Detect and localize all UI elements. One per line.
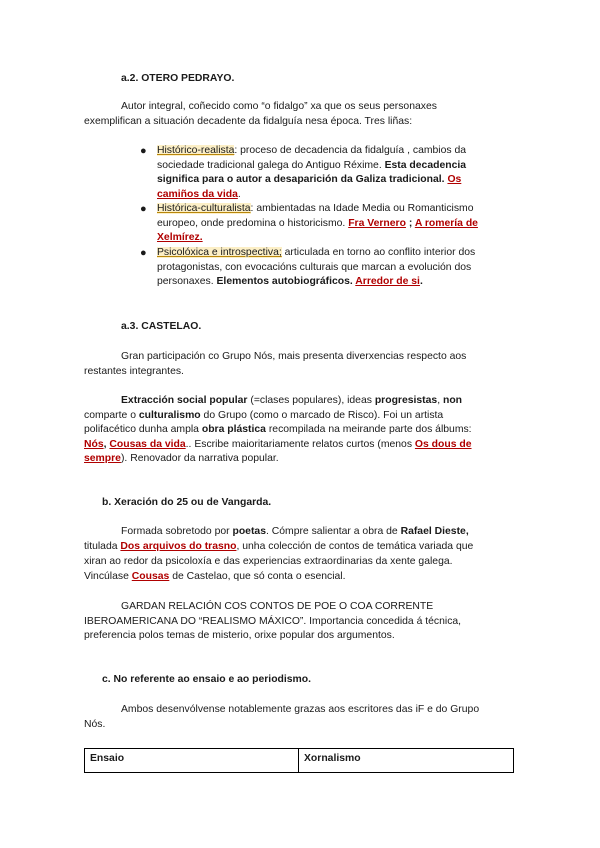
- section-heading-xeracion-25: b. Xeración do 25 ou de Vangarda.: [102, 497, 272, 508]
- bold-text: Rafael Dieste,: [400, 526, 469, 537]
- text: ). Renovador da narrativa popular.: [120, 453, 279, 464]
- list-item-line: [157, 144, 466, 159]
- book-title-link[interactable]: sempre: [84, 453, 121, 464]
- list-item-line: [157, 173, 461, 188]
- text: Formada sobretodo por: [121, 526, 233, 537]
- text: , unha colección de contos de temática variada que: [236, 541, 474, 552]
- paragraph-line: IBEROAMERICANA DO “REALISMO MÁXICO”. Importancia concedida á técnica,: [84, 615, 462, 627]
- table-header-cell-ensaio: Ensaio: [85, 749, 299, 773]
- list-item-line: [157, 188, 241, 203]
- bold-text: Extracción social popular: [121, 395, 248, 406]
- list-item-line: [157, 275, 423, 290]
- text: : proceso de decadencia da fidalguía , cambios da: [234, 145, 467, 156]
- bold-text: Elementos autobiográficos.: [216, 276, 356, 287]
- bold-text: significa para o autor a desaparición da Galiza tradicional.: [157, 174, 448, 185]
- list-item-line: protagonistas, con evocacións culturais que marcan a evolución dos: [157, 261, 472, 273]
- paragraph-line: [84, 409, 443, 424]
- text: comparte o: [84, 409, 139, 421]
- paragraph-line: Nós.: [84, 718, 106, 730]
- term-highlight: Histórico-realista: [157, 145, 235, 156]
- bullet-icon: ●: [140, 145, 147, 157]
- term-highlight: Histórica-culturalista: [157, 203, 251, 214]
- section-heading-otero-pedrayo: a.2. OTERO PEDRAYO.: [121, 73, 235, 84]
- text: polifacético dunha ampla: [84, 424, 202, 435]
- book-title-link[interactable]: A romería de: [414, 217, 478, 229]
- book-title-link[interactable]: Nós: [84, 438, 104, 450]
- table-header-cell-xornalismo: Xornalismo: [299, 749, 514, 773]
- bullet-icon: ●: [140, 247, 147, 259]
- paragraph-line: [84, 540, 473, 555]
- paragraph-line: [121, 525, 469, 540]
- paragraph-line: Ambos desenvólvense notablemente grazas aos escritores das iF e do Grupo: [121, 704, 480, 715]
- section-heading-ensaio-periodismo: c. No referente ao ensaio e ao periodismo.: [102, 674, 312, 685]
- book-title-link[interactable]: Cousas da vida: [109, 438, 186, 450]
- separator: ,: [103, 438, 110, 450]
- paragraph-line: [121, 394, 462, 409]
- book-title-link[interactable]: Xelmírez.: [157, 232, 203, 243]
- paragraph-line: [84, 438, 472, 453]
- list-item-line: [157, 246, 475, 261]
- book-title-link[interactable]: Os: [447, 174, 462, 185]
- text: personaxes.: [157, 276, 217, 287]
- text: : ambientadas na Idade Media ou Romanticismo: [250, 203, 474, 214]
- text: do Grupo (como o marcado de Risco). Foi un artista: [200, 409, 444, 421]
- list-item-line: [157, 159, 466, 174]
- text: recompilada na meirande parte dos álbums:: [265, 424, 472, 435]
- separator: ;: [405, 217, 415, 229]
- text: . Cómpre salientar a obra de: [265, 526, 401, 537]
- paragraph-line: Gran participación co Grupo Nós, mais presenta diverxencias respecto aos: [121, 351, 467, 362]
- book-title-link[interactable]: Dos arquivos do trasno: [120, 541, 237, 552]
- text: articulada en torno ao conflito interior dos: [281, 247, 476, 258]
- text: sociedade tradicional galega do Antiguo Réxime.: [157, 159, 385, 171]
- book-title-link[interactable]: Fra Vernero: [348, 217, 406, 229]
- section-heading-castelao: a.3. CASTELAO.: [121, 321, 202, 332]
- book-title-link[interactable]: Cousas: [131, 571, 170, 582]
- paragraph-line: xiran ao redor da psicoloxía e das experiencias extraordinarias da xente galega.: [84, 556, 453, 567]
- text: Vincúlase: [84, 571, 132, 582]
- list-item-line: [157, 231, 203, 246]
- bold-text: non: [442, 395, 463, 406]
- text: .. Escribe maioritariamente relatos curtos (menos: [185, 438, 415, 450]
- text: ,: [437, 395, 443, 406]
- table-header-row: [85, 749, 514, 773]
- bold-text: culturalismo: [138, 409, 201, 421]
- paragraph-line: [84, 452, 279, 467]
- paragraph-line: Autor integral, coñecido como “o fidalgo” xa que os seus personaxes: [121, 101, 437, 112]
- text: (=clases populares), ideas: [247, 395, 375, 406]
- paragraph-line: [84, 570, 346, 585]
- text: titulada: [84, 541, 121, 552]
- paragraph-line: GARDAN RELACIÓN COS CONTOS DE POE O COA CORRENTE: [121, 601, 434, 612]
- bold-text: obra plástica: [201, 424, 266, 435]
- ensaio-xornalismo-table: [84, 748, 514, 773]
- list-item-line: [157, 202, 474, 217]
- book-title-link[interactable]: Os dous de: [414, 438, 472, 450]
- bold-text: progresistas: [374, 395, 438, 406]
- paragraph-line: restantes integrantes.: [84, 365, 184, 377]
- term-highlight: Psicolóxica e introspectiva;: [157, 247, 282, 258]
- book-title-link[interactable]: Arredor de si: [355, 276, 420, 287]
- list-item-line: [157, 217, 478, 232]
- bullet-icon: ●: [140, 203, 147, 215]
- text: .: [419, 276, 423, 287]
- book-title-link[interactable]: camiños da vida: [157, 188, 238, 200]
- paragraph-line: preferencia polos temas de misterio, orixe popular dos argumentos.: [84, 630, 395, 641]
- bold-text: poetas: [232, 526, 266, 537]
- bold-text: Esta decadencia: [384, 159, 467, 171]
- paragraph-line: exemplifican a situación decadente da fidalguía nesa época. Tres liñas:: [84, 116, 413, 127]
- paragraph-line: [84, 423, 472, 438]
- text: .: [237, 188, 241, 200]
- text: de Castelao, que só conta o esencial.: [169, 571, 346, 582]
- text: europeo, onde predomina o historicismo.: [157, 217, 349, 229]
